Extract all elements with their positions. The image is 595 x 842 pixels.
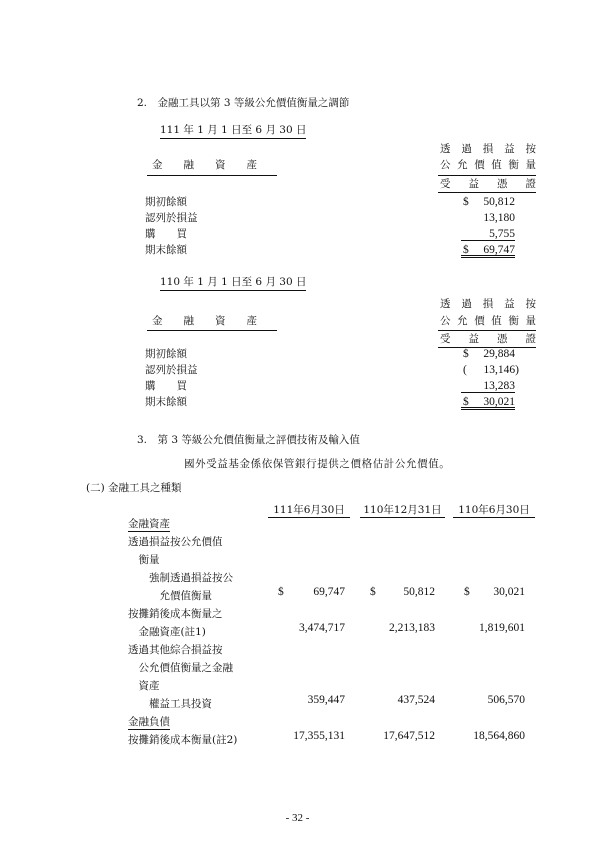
table2-row-value: 13,146) xyxy=(483,364,519,376)
table1-item-header: 金 融 資 產 xyxy=(152,159,257,171)
cell-value: 437,524 xyxy=(397,694,435,706)
category-heading: 金融負債 xyxy=(128,716,170,728)
table1-row-label: 購 買 xyxy=(145,228,187,240)
cell-value: 2,213,183 xyxy=(389,622,435,634)
table2-row-label: 期末餘額 xyxy=(145,396,187,408)
table2-row-label: 認列於損益 xyxy=(145,364,198,376)
cell-value: 17,647,512 xyxy=(383,730,435,742)
line-label: 金融資產(註1) xyxy=(128,626,206,638)
line-label: 透過損益按公允價值 xyxy=(128,536,223,548)
table2-col-header-line2: 公允價值衡量 xyxy=(440,315,536,327)
table1-row-value: 69,747 xyxy=(461,242,515,258)
column-header: 110年6月30日 xyxy=(453,502,535,518)
table2-row-currency: $ xyxy=(463,348,469,360)
table2-item-header: 金 融 資 產 xyxy=(152,315,257,327)
table2-row-label: 期初餘額 xyxy=(145,348,187,360)
cell-value: 359,447 xyxy=(307,694,345,706)
table2-row-paren: ( xyxy=(463,364,467,376)
table1-period: 111 年 1 月 1 日至 6 月 30 日 xyxy=(160,122,306,139)
line-label: 衡量 xyxy=(128,554,160,566)
table1-row-value: 5,755 xyxy=(461,226,515,241)
table1-row-value: 13,180 xyxy=(483,212,515,224)
table2-item-header-rule xyxy=(147,330,277,331)
table2-period: 110 年 1 月 1 日至 6 月 30 日 xyxy=(160,274,306,291)
line-label: 按攤銷後成本衡量(註2) xyxy=(128,734,238,746)
table1-row-currency: $ xyxy=(463,244,469,256)
table1-row-label: 期初餘額 xyxy=(145,196,187,208)
column-header: 111年6月30日 xyxy=(268,502,350,518)
currency-sign: $ xyxy=(370,586,376,598)
table1-row-label: 期末餘額 xyxy=(145,244,187,256)
table1-row-label: 認列於損益 xyxy=(145,212,198,224)
line-label: 透過其他綜合損益按 xyxy=(128,644,223,656)
cell-value: 69,747 xyxy=(313,586,345,598)
line-label: 權益工具投資 xyxy=(128,698,212,710)
currency-sign: $ xyxy=(278,586,284,598)
table2-row-label: 購 買 xyxy=(145,380,187,392)
page-number: - 32 - xyxy=(285,812,310,824)
cell-value: 18,564,860 xyxy=(473,730,525,742)
table1-col-header-line3: 受 益 憑 證 xyxy=(440,178,536,190)
line-label: 資產 xyxy=(128,680,160,692)
table1-col-header-line1: 透 過 損 益 按 xyxy=(440,143,536,155)
cell-value: 17,355,131 xyxy=(293,730,345,742)
currency-sign: $ xyxy=(464,586,470,598)
table1-col-header-bottom-rule xyxy=(438,192,536,193)
line-label: 允價值衡量 xyxy=(128,590,212,602)
table1-row-currency: $ xyxy=(463,196,469,208)
table1-row-value: 50,812 xyxy=(483,196,515,208)
section-2-heading: 2. 金融工具以第 3 等級公允價值衡量之調節 xyxy=(137,97,350,109)
cell-value: 30,021 xyxy=(493,586,525,598)
section-3-text: 國外受益基金係依保管銀行提供之價格估計公允價值。 xyxy=(184,458,451,470)
cell-value: 50,812 xyxy=(403,586,435,598)
cell-value: 506,570 xyxy=(487,694,525,706)
category-heading: 金融資產 xyxy=(128,518,170,530)
table2-row-value: 13,283 xyxy=(461,378,515,393)
table2-col-header-line3: 受 益 憑 證 xyxy=(440,333,536,345)
table2-col-header-line1: 透 過 損 益 按 xyxy=(440,298,536,310)
table2-row-currency: $ xyxy=(463,396,469,408)
section-3-heading: 3. 第 3 等級公允價值衡量之評價技術及輸入值 xyxy=(137,434,360,446)
line-label: 公允價值衡量之金融 xyxy=(128,662,233,674)
table1-col-header-line2: 公允價值衡量 xyxy=(440,159,536,171)
line-label: 強制透過損益按公 xyxy=(128,572,233,584)
table2-row-value: 30,021 xyxy=(461,394,515,410)
line-label: 按攤銷後成本衡量之 xyxy=(128,608,223,620)
table1-item-header-rule xyxy=(147,175,277,176)
table2-row-value: 29,884 xyxy=(483,348,515,360)
column-header: 110年12月31日 xyxy=(360,502,445,518)
cell-value: 3,474,717 xyxy=(299,622,345,634)
cell-value: 1,819,601 xyxy=(479,622,525,634)
part-2-heading: (二) 金融工具之種類 xyxy=(86,482,182,494)
